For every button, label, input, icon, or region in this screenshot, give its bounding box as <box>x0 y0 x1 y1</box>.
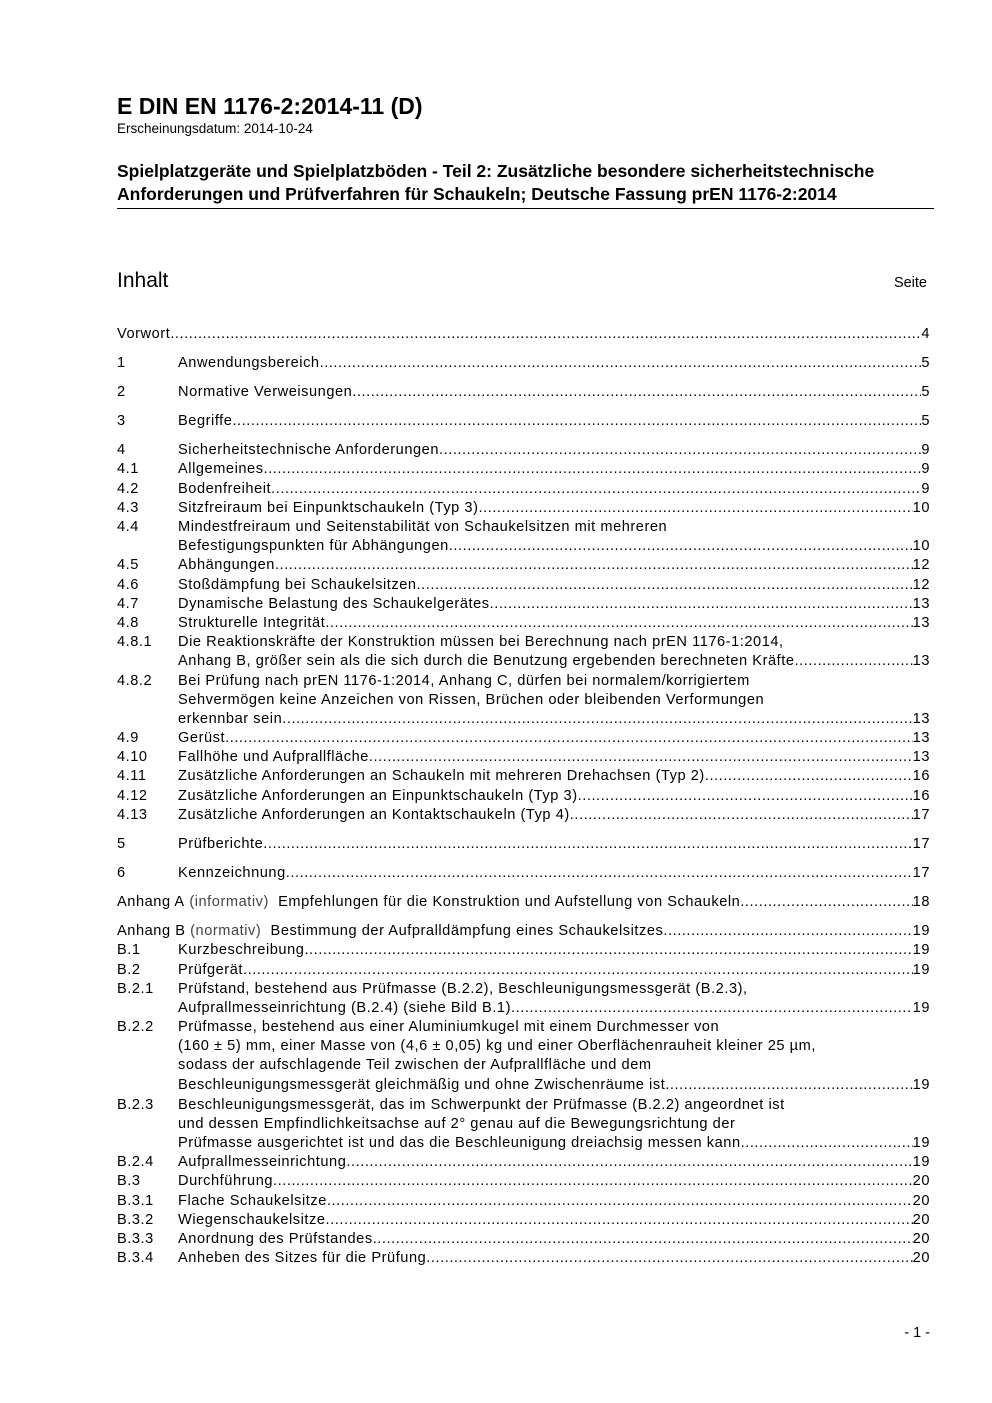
toc-entry-content <box>178 633 930 671</box>
toc-entry-number: 4.13 <box>117 807 148 823</box>
toc-entry-text: Abhängungen <box>178 557 275 573</box>
document-header <box>117 92 934 209</box>
toc-entry-text: Wiegenschaukelsitze <box>178 1212 326 1228</box>
toc-entry-number: 4.7 <box>117 596 139 612</box>
toc-entry-number: 4.2 <box>117 481 139 497</box>
toc-entry-page: 13 <box>912 730 930 746</box>
dot-leader <box>745 1134 912 1153</box>
toc-entry-number: B.1 <box>117 942 141 958</box>
toc-entry-text: und dessen Empfindlichkeitsachse auf 2° genau auf die Bewegungsrichtung der <box>178 1116 736 1133</box>
toc-entry-content <box>178 864 930 883</box>
toc-entry-page: 13 <box>912 615 930 631</box>
toc-entry-text: Allgemeines <box>178 461 264 477</box>
toc-entry-text: Beschleunigungsmessgerät gleichmäßig und ohne Zwischenräume ist. <box>178 1076 670 1093</box>
toc-entry-page: 16 <box>912 768 930 784</box>
toc-entry-text: Anordnung des Prüfstandes <box>178 1231 373 1247</box>
dot-leader <box>578 787 913 806</box>
toc-entry-page: 19 <box>912 1135 930 1152</box>
publication-date: Erscheinungsdatum: 2014-10-24 <box>117 121 313 136</box>
toc-entry-number: 4.3 <box>117 500 139 516</box>
document-title: E DIN EN 1176-2:2014-11 (D) <box>117 93 423 119</box>
toc-entry-text: Anheben des Sitzes für die Prüfung <box>178 1250 427 1266</box>
toc-entry-content <box>178 1211 930 1230</box>
toc-entry-content <box>178 748 930 767</box>
toc-entry-number: 3 <box>117 413 126 429</box>
toc-entry-number: 4.8 <box>117 615 139 631</box>
toc-entry-text: Sitzfreiraum bei Einpunktschaukeln (Typ 3) <box>178 500 479 516</box>
toc-entry-content <box>178 576 930 595</box>
toc-entry-page: 20 <box>912 1193 930 1209</box>
dot-leader <box>326 1211 913 1230</box>
toc-entry-page: 9 <box>921 481 930 497</box>
dot-leader <box>325 614 912 633</box>
toc-entry-content <box>178 1249 930 1268</box>
toc-entry-text: Durchführung <box>178 1173 274 1189</box>
dot-leader <box>346 1153 912 1172</box>
toc-entry-number: B.3.2 <box>117 1212 154 1228</box>
toc-entry-text: Anwendungsbereich <box>178 355 320 371</box>
toc-entry-content <box>178 806 930 825</box>
toc-entry-number: 4.5 <box>117 557 139 573</box>
toc-entry-page: 17 <box>912 807 930 823</box>
toc-entry-number: 2 <box>117 384 126 400</box>
toc-entry-content <box>178 354 930 373</box>
toc-entry-text: Fallhöhe und Aufprallfläche <box>178 749 369 765</box>
toc-entry-text: Bei Prüfung nach prEN 1176-1:2014, Anhang C, dürfen bei normalem/korrigiertem <box>178 673 750 689</box>
toc-entry-text: Zusätzliche Anforderungen an Kontaktschaukeln (Typ 4) <box>178 807 570 823</box>
toc-entry-text: Vorwort <box>117 326 171 342</box>
toc-entry-page: 16 <box>912 788 930 804</box>
toc-entry-page: 10 <box>912 538 930 555</box>
toc-entry-page: 13 <box>912 596 930 612</box>
toc-entry-page: 20 <box>912 1231 930 1247</box>
dot-leader <box>439 441 921 460</box>
toc-entry-number: 5 <box>117 836 126 852</box>
dot-leader <box>516 999 913 1018</box>
toc-entry-content <box>117 922 930 941</box>
toc-entry-page: 19 <box>912 942 930 958</box>
toc-entry-content <box>178 961 930 980</box>
dot-leader <box>663 922 912 941</box>
toc-entry-text: sodass der aufschlagende Teil zwischen der Aufprallfläche und dem <box>178 1057 652 1074</box>
toc-entry-page: 5 <box>921 355 930 371</box>
toc-entry-text: (160 ± 5) mm, einer Masse von (4,6 ± 0,05) kg und einer Oberflächenrauheit kleiner 25 µm, <box>178 1038 816 1055</box>
toc-entry-text: Bestimmung der Aufpralldämpfung eines Schaukelsitzes <box>270 923 664 939</box>
dot-leader <box>304 941 912 960</box>
toc-entry-content <box>178 767 930 786</box>
toc-entry-page: 17 <box>912 836 930 852</box>
toc-entry-content <box>178 787 930 806</box>
toc-entry-text: Normative Verweisungen <box>178 384 353 400</box>
toc-header <box>117 267 927 297</box>
toc-entry-page: 4 <box>921 326 930 342</box>
toc-entry-page: 17 <box>912 865 930 881</box>
toc-entry-content <box>178 1018 930 1095</box>
toc-entry-text: Stoßdämpfung bei Schaukelsitzen <box>178 577 417 593</box>
toc-entry-page: 19 <box>912 923 930 939</box>
toc-entry-number: 4.1 <box>117 461 139 477</box>
toc-title: Inhalt <box>117 269 169 292</box>
toc-entry-text: Empfehlungen für die Konstruktion und Aufstellung von Schaukeln <box>278 894 741 910</box>
toc-entry-number: B.3.4 <box>117 1250 154 1266</box>
toc-entry-page: 20 <box>912 1250 930 1266</box>
toc-entry-text: Prüfmasse, bestehend aus einer Aluminiumkugel mit einem Durchmesser von <box>178 1019 720 1035</box>
toc-entry-number: 4.11 <box>117 768 147 784</box>
dot-leader <box>275 556 913 575</box>
toc-entry-content <box>178 441 930 460</box>
toc-entry-page: 20 <box>912 1212 930 1228</box>
toc-entry-text: Prüfgerät <box>178 962 243 978</box>
annex-label: Anhang B <box>117 923 186 939</box>
toc-entry-number: B.2.4 <box>117 1154 154 1170</box>
toc-entry-content <box>178 1192 930 1211</box>
toc-entry-text: Mindestfreiraum und Seitenstabilität von Schaukelsitzen mit mehreren <box>178 519 668 535</box>
toc-entry-text: Die Reaktionskräfte der Konstruktion müssen bei Berechnung nach prEN 1176-1:2014, <box>178 634 784 650</box>
toc-entry-number: 4 <box>117 442 126 458</box>
toc-entry-text: erkennbar sein. <box>178 711 287 728</box>
dot-leader <box>264 460 922 479</box>
annex-type: (informativ) <box>189 894 269 910</box>
annex-label: Anhang A <box>117 894 185 910</box>
toc-entry-page: 9 <box>921 442 930 458</box>
toc-entry-content <box>178 614 930 633</box>
toc-entry-page: 5 <box>921 413 930 429</box>
toc-entry-number: 1 <box>117 355 126 371</box>
toc-entry-text: Aufprallmesseinrichtung <box>178 1154 347 1170</box>
dot-leader <box>286 864 913 883</box>
dot-leader <box>740 893 912 912</box>
toc-entry-number: 6 <box>117 865 126 881</box>
toc-entry-number: 4.10 <box>117 749 148 765</box>
toc-entry-text: Zusätzliche Anforderungen an Schaukeln mit mehreren Drehachsen (Typ 2) <box>178 768 705 784</box>
toc-entry-content <box>178 835 930 854</box>
toc-page-column-label: Seite <box>893 275 927 291</box>
toc-entry-content <box>178 556 930 575</box>
dot-leader <box>490 595 913 614</box>
toc-entry-text: Anhang B, größer sein als die sich durch die Benutzung ergebenden berechneten Kräfte. <box>178 653 800 670</box>
dot-leader <box>243 961 913 980</box>
toc-entry-content <box>178 499 930 518</box>
dot-leader <box>479 499 913 518</box>
toc-entry-page: 19 <box>912 1000 930 1017</box>
dot-leader <box>449 537 913 556</box>
toc-entry-number: 4.8.1 <box>117 634 153 650</box>
toc-entry-page: 13 <box>912 711 930 728</box>
toc-entry-text: Befestigungspunkten für Abhängungen <box>178 538 449 555</box>
toc-entry-text: Beschleunigungsmessgerät, das im Schwerpunkt der Prüfmasse (B.2.2) angeordnet ist <box>178 1097 785 1113</box>
toc-entry-text: Begriffe <box>178 413 233 429</box>
toc-entry-content <box>117 893 930 912</box>
toc-entry-page: 12 <box>912 557 930 573</box>
toc-entry-content <box>178 941 930 960</box>
page-number: - 1 - <box>904 1325 930 1341</box>
toc-entry-number: B.2 <box>117 962 141 978</box>
toc-entry-content <box>178 518 930 556</box>
toc-entry-page: 10 <box>912 500 930 516</box>
dot-leader <box>570 806 913 825</box>
dot-leader <box>273 1172 913 1191</box>
toc-entry-text: Prüfberichte <box>178 836 264 852</box>
toc-entry-text: Sicherheitstechnische Anforderungen <box>178 442 440 458</box>
dot-leader <box>670 1076 913 1095</box>
toc-entry-number: 4.6 <box>117 577 139 593</box>
toc-entry-content <box>178 412 930 431</box>
toc-entry-content <box>117 325 930 344</box>
toc-entry-content <box>178 1230 930 1249</box>
dot-leader <box>320 354 922 373</box>
toc-entry-content <box>178 595 930 614</box>
dot-leader <box>799 652 913 671</box>
toc-entry-number: B.2.3 <box>117 1097 154 1113</box>
toc-entry-page: 9 <box>921 461 930 477</box>
toc-entry-number: 4.9 <box>117 730 139 746</box>
dot-leader <box>263 835 912 854</box>
dot-leader <box>271 480 921 499</box>
toc-entry-number: 4.12 <box>117 788 148 804</box>
toc-entry-page: 19 <box>912 1154 930 1170</box>
dot-leader <box>373 1230 913 1249</box>
toc-entry-page: 18 <box>912 894 930 910</box>
toc-entry-text: Prüfmasse ausgerichtet ist und das die Beschleunigung dreiachsig messen kann. <box>178 1135 746 1152</box>
toc-entry-text: Gerüst <box>178 730 226 746</box>
toc-entry-page: 13 <box>912 653 930 670</box>
toc-entry-content <box>178 672 930 730</box>
dot-leader <box>352 383 921 402</box>
toc-entry-text: Aufprallmesseinrichtung (B.2.4) (siehe Bild B.1). <box>178 1000 516 1017</box>
dot-leader <box>417 576 913 595</box>
toc-entry-page: 20 <box>912 1173 930 1189</box>
toc-entry-number: 4.8.2 <box>117 673 153 689</box>
toc-entry-content <box>178 729 930 748</box>
toc-entry-number: B.2.2 <box>117 1019 154 1035</box>
toc-entry-content <box>178 980 930 1018</box>
toc-entry-text: Strukturelle Integrität <box>178 615 326 631</box>
toc-entry-text: Dynamische Belastung des Schaukelgerätes <box>178 596 490 612</box>
toc-entry-page: 19 <box>912 962 930 978</box>
dot-leader <box>327 1192 913 1211</box>
toc-entry-number: 4.4 <box>117 519 139 535</box>
dot-leader <box>170 325 921 344</box>
toc-entry-content <box>178 480 930 499</box>
toc-entry-number: B.3 <box>117 1173 141 1189</box>
dot-leader <box>369 748 913 767</box>
toc-entry-content <box>178 460 930 479</box>
toc-entry-number: B.3.3 <box>117 1231 154 1247</box>
document-subject: Spielplatzgeräte und Spielplatzböden - Teil 2: Zusätzliche besondere sicherheitstechnische Anforderungen und Prüfverfahren für Schaukeln; Deutsche Fassung prEN 1176-2:2014 <box>117 160 934 209</box>
toc-entry-text: Bodenfreiheit <box>178 481 272 497</box>
toc-entry-number: B.2.1 <box>117 981 154 997</box>
toc-entry-text: Kurzbeschreibung <box>178 942 305 958</box>
toc-entry-page: 12 <box>912 577 930 593</box>
toc-entry-page: 19 <box>912 1076 930 1093</box>
dot-leader <box>426 1249 912 1268</box>
toc-entry-text: Flache Schaukelsitze <box>178 1193 327 1209</box>
toc-entry-page: 13 <box>912 749 930 765</box>
toc-entry-text: Prüfstand, bestehend aus Prüfmasse (B.2.2), Beschleunigungsmessgerät (B.2.3), <box>178 981 748 997</box>
toc-entry-number: B.3.1 <box>117 1193 154 1209</box>
toc-entry-text: Sehvermögen keine Anzeichen von Rissen, Brüchen oder bleibenden Verformungen <box>178 692 765 709</box>
dot-leader <box>225 729 913 748</box>
toc-entry-page: 5 <box>921 384 930 400</box>
dot-leader <box>287 710 913 729</box>
toc-entry-text: Kennzeichnung <box>178 865 286 881</box>
toc-entry-content <box>178 1096 930 1154</box>
toc-entry-content <box>178 1172 930 1191</box>
toc-entry-content <box>178 383 930 402</box>
annex-type: (normativ) <box>190 923 262 939</box>
dot-leader <box>705 767 913 786</box>
toc-entry-text: Zusätzliche Anforderungen an Einpunktschaukeln (Typ 3) <box>178 788 578 804</box>
dot-leader <box>232 412 921 431</box>
toc-entry-content <box>178 1153 930 1172</box>
